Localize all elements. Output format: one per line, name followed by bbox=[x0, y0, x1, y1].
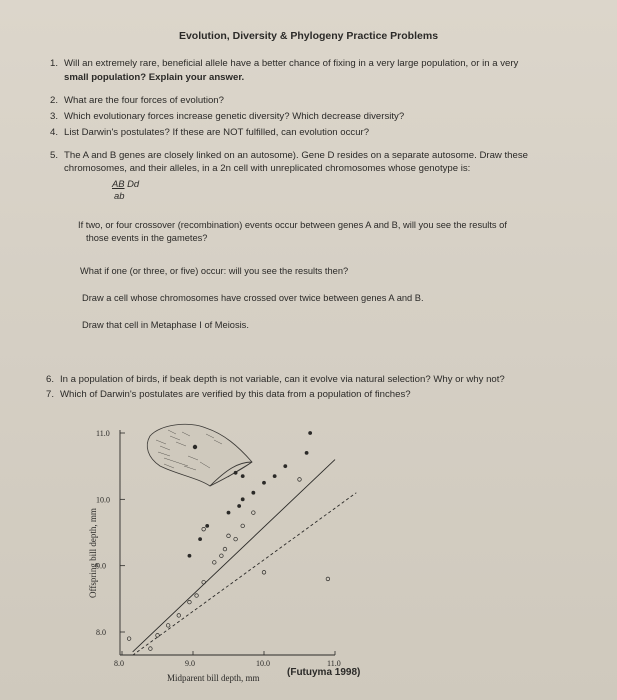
question-text-cont: chromosomes, and their alleles, in a 2n cell with unreplicated chromosomes whose genotype is: bbox=[64, 163, 471, 174]
genotype-ab: AB bbox=[112, 178, 125, 189]
data-point-open bbox=[241, 524, 245, 528]
x-axis-label: Midparent bill depth, mm bbox=[167, 673, 260, 683]
x-tick-label: 10.0 bbox=[256, 659, 270, 668]
question-text: In a population of birds, if beak depth is not variable, can it evolve via natural selection? Why or why not? bbox=[60, 374, 505, 385]
data-point-open bbox=[127, 637, 131, 641]
x-tick-label: 8.0 bbox=[114, 659, 124, 668]
regression-line-solid bbox=[133, 460, 335, 652]
data-point-open bbox=[326, 577, 330, 581]
data-point-open bbox=[223, 547, 227, 551]
y-tick-label: 11.0 bbox=[96, 429, 110, 438]
data-point-filled bbox=[241, 497, 245, 501]
question-number: 1. bbox=[49, 58, 58, 69]
data-point-open bbox=[195, 594, 199, 598]
data-point-open bbox=[298, 478, 302, 482]
regression-line-dashed bbox=[133, 493, 357, 656]
x-tick-label: 9.0 bbox=[185, 659, 195, 668]
data-point-open bbox=[202, 527, 206, 531]
data-point-filled bbox=[283, 464, 287, 468]
data-point-open bbox=[252, 511, 256, 515]
finch-head-illustration bbox=[147, 424, 252, 486]
data-point-filled bbox=[205, 524, 209, 528]
data-point-filled bbox=[273, 474, 277, 478]
data-point-filled bbox=[262, 481, 266, 485]
data-point-open bbox=[156, 634, 160, 638]
genotype-bottom: ab bbox=[114, 190, 125, 201]
question-number: 5. bbox=[49, 150, 58, 161]
question-text-cont: small population? Explain your answer. bbox=[64, 72, 245, 83]
y-tick-label: 10.0 bbox=[96, 495, 110, 505]
data-point-filled bbox=[227, 511, 231, 515]
question-number: 6. bbox=[45, 374, 54, 385]
x-tick-label: 11.0 bbox=[327, 659, 341, 668]
subquestion-text-cont: those events in the gametes? bbox=[86, 233, 208, 243]
data-point-filled bbox=[251, 491, 255, 495]
question-text: The A and B genes are closely linked on an autosome). Gene D resides on a separate autosome. Draw these bbox=[64, 150, 528, 161]
data-point-filled bbox=[305, 451, 309, 455]
data-point-open bbox=[149, 647, 153, 651]
data-point-filled bbox=[188, 554, 192, 558]
data-point-open bbox=[234, 537, 238, 541]
genotype-d: Dd bbox=[127, 178, 140, 189]
data-point-open bbox=[262, 571, 266, 575]
question-text: List Darwin's postulates? If these are NOT fulfilled, can evolution occur? bbox=[64, 127, 370, 138]
data-point-filled bbox=[308, 431, 312, 435]
question-number: 3. bbox=[49, 111, 58, 122]
subquestion-text: If two, or four crossover (recombination) events occur between genes A and B, will you see the results of bbox=[78, 220, 507, 230]
subquestion-2: What if one (or three, or five) occur: will you see the results then? bbox=[80, 266, 349, 276]
question-text: What are the four forces of evolution? bbox=[64, 95, 224, 106]
data-point-open bbox=[213, 561, 217, 565]
data-point-open bbox=[227, 534, 231, 538]
subquestion-3: Draw a cell whose chromosomes have crossed over twice between genes A and B. bbox=[82, 293, 424, 303]
page-title: Evolution, Diversity & Phylogeny Practice Problems bbox=[178, 30, 439, 42]
question-number: 2. bbox=[49, 95, 58, 106]
question-text: Which evolutionary forces increase genetic diversity? Which decrease diversity? bbox=[64, 111, 405, 122]
data-point-open bbox=[188, 600, 192, 604]
data-point-filled bbox=[234, 471, 238, 475]
question-number: 4. bbox=[49, 127, 58, 138]
question-number: 7. bbox=[45, 389, 54, 400]
data-point-open bbox=[202, 580, 206, 584]
source-credit: (Futuyma 1998) bbox=[287, 667, 361, 678]
data-point-filled bbox=[237, 504, 241, 508]
question-text: Which of Darwin's postulates are verified by this data from a population of finches? bbox=[60, 389, 411, 400]
data-point-open bbox=[166, 624, 170, 628]
data-point-filled bbox=[198, 537, 202, 541]
y-axis-label: Offspring bill depth, mm bbox=[88, 508, 98, 598]
data-point-open bbox=[177, 614, 181, 618]
question-text: Will an extremely rare, beneficial allele have a better chance of fixing in a very large population, or in a very bbox=[64, 58, 519, 69]
data-point-filled bbox=[241, 474, 245, 478]
data-point-open bbox=[220, 554, 224, 558]
subquestion-4: Draw that cell in Metaphase I of Meiosis. bbox=[82, 320, 249, 330]
y-tick-label: 9.0 bbox=[96, 561, 106, 571]
y-tick-label: 8.0 bbox=[96, 628, 106, 637]
